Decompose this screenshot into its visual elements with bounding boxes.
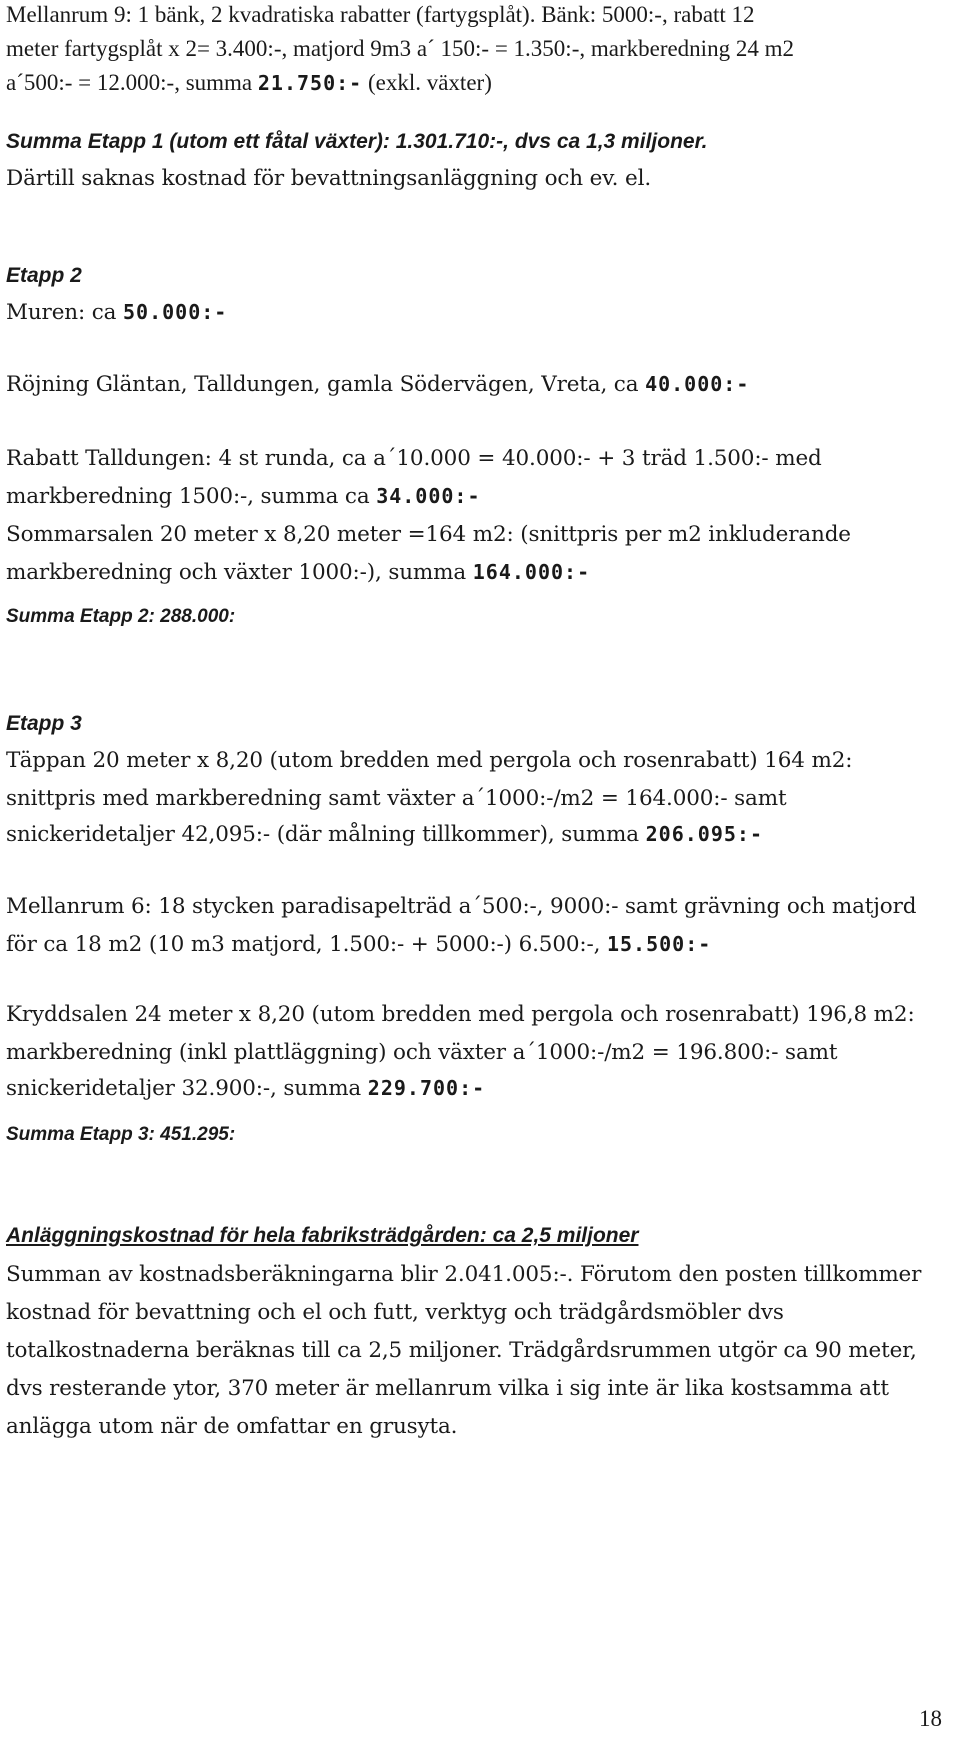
kryddsalen-line2: markberedning (inkl plattläggning) och växter a´1000:-/m2 = 196.800:- samt — [6, 1040, 838, 1065]
tappan-text: snickeridetaljer 42,095:- (där målning tillkommer), summa — [6, 822, 646, 847]
rabatt-line2 — [6, 484, 481, 509]
kryddsalen-line1: Kryddsalen 24 meter x 8,20 (utom bredden med pergola och rosenrabatt) 196,8 m2: — [6, 1002, 915, 1027]
sommarsalen-line2 — [6, 560, 590, 585]
rabatt-sum: 34.000:- — [376, 484, 481, 508]
etapp2-heading: Etapp 2 — [6, 264, 82, 287]
kryddsalen-text: snickeridetaljer 32.900:-, summa — [6, 1076, 368, 1101]
mellanrum9-line1: Mellanrum 9: 1 bänk, 2 kvadratiska rabatter (fartygsplåt). Bänk: 5000:-, rabatt 12 — [6, 2, 755, 27]
muren-line — [6, 300, 227, 325]
mellanrum6-line2 — [6, 932, 711, 957]
total-line4: dvs resterande ytor, 370 meter är mellanrum vilka i sig inte är lika kostsamma att — [6, 1376, 889, 1401]
etapp3-heading: Etapp 3 — [6, 712, 82, 735]
kryddsalen-line3 — [6, 1076, 485, 1101]
total-line1: Summan av kostnadsberäkningarna blir 2.041.005:-. Förutom den posten tillkommer — [6, 1262, 922, 1287]
mellanrum9-line3-text: a´500:- = 12.000:-, summa — [6, 70, 258, 95]
mellanrum9-line2: meter fartygsplåt x 2= 3.400:-, matjord 9m3 a´ 150:- = 1.350:-, markberedning 24 m2 — [6, 36, 794, 61]
mellanrum6-text: för ca 18 m2 (10 m3 matjord, 1.500:- + 5000:-) 6.500:-, — [6, 932, 607, 957]
mellanrum6-line1: Mellanrum 6: 18 stycken paradisapelträd a´500:-, 9000:- samt grävning och matjord — [6, 894, 917, 919]
page-number: 18 — [919, 1706, 942, 1731]
total-line2: kostnad för bevattning och el och futt, verktyg och trädgårdsmöbler dvs — [6, 1300, 784, 1325]
tappan-line2: snittpris med markberedning samt växter a´1000:-/m2 = 164.000:- samt — [6, 786, 787, 811]
sommarsalen-sum: 164.000:- — [472, 560, 591, 584]
mellanrum9-sum: 21.750:- — [257, 71, 363, 95]
rabatt-text: markberedning 1500:-, summa ca — [6, 484, 377, 509]
tappan-line1: Täppan 20 meter x 8,20 (utom bredden med pergola och rosenrabatt) 164 m2: — [6, 748, 853, 773]
total-line3: totalkostnaderna beräknas till ca 2,5 miljoner. Trädgårdsrummen utgör ca 90 meter, — [6, 1338, 917, 1363]
total-heading: Anläggningskostnad för hela fabriksträdgården: ca 2,5 miljoner — [6, 1224, 639, 1247]
rojning-line — [6, 372, 749, 397]
mellanrum9-line3 — [6, 70, 492, 96]
summa-etapp1: Summa Etapp 1 (utom ett fåtal växter): 1.301.710:-, dvs ca 1,3 miljoner. — [6, 130, 708, 153]
kryddsalen-sum: 229.700:- — [367, 1076, 486, 1100]
mellanrum9-line3-tail: (exkl. växter) — [362, 70, 492, 95]
total-line5: anlägga utom när de omfattar en grusyta. — [6, 1414, 458, 1439]
muren-text: Muren: ca — [6, 300, 123, 325]
dartill-text: Därtill saknas kostnad för bevattningsanläggning och ev. el. — [6, 166, 652, 191]
rojning-text: Röjning Gläntan, Talldungen, gamla Södervägen, Vreta, ca — [6, 372, 646, 397]
summa-etapp3: Summa Etapp 3: 451.295: — [6, 1124, 236, 1145]
rabatt-line1: Rabatt Talldungen: 4 st runda, ca a´10.000 = 40.000:- + 3 träd 1.500:- med — [6, 446, 822, 471]
sommarsalen-text: markberedning och växter 1000:-), summa — [6, 560, 473, 585]
tappan-line3 — [6, 822, 763, 847]
sommarsalen-line1: Sommarsalen 20 meter x 8,20 meter =164 m2: (snittpris per m2 inkluderande — [6, 522, 851, 547]
muren-sum: 50.000:- — [122, 300, 228, 324]
rojning-sum: 40.000:- — [645, 372, 750, 396]
mellanrum6-sum: 15.500:- — [606, 932, 712, 956]
tappan-sum: 206.095:- — [645, 822, 763, 846]
summa-etapp2: Summa Etapp 2: 288.000: — [6, 606, 236, 627]
